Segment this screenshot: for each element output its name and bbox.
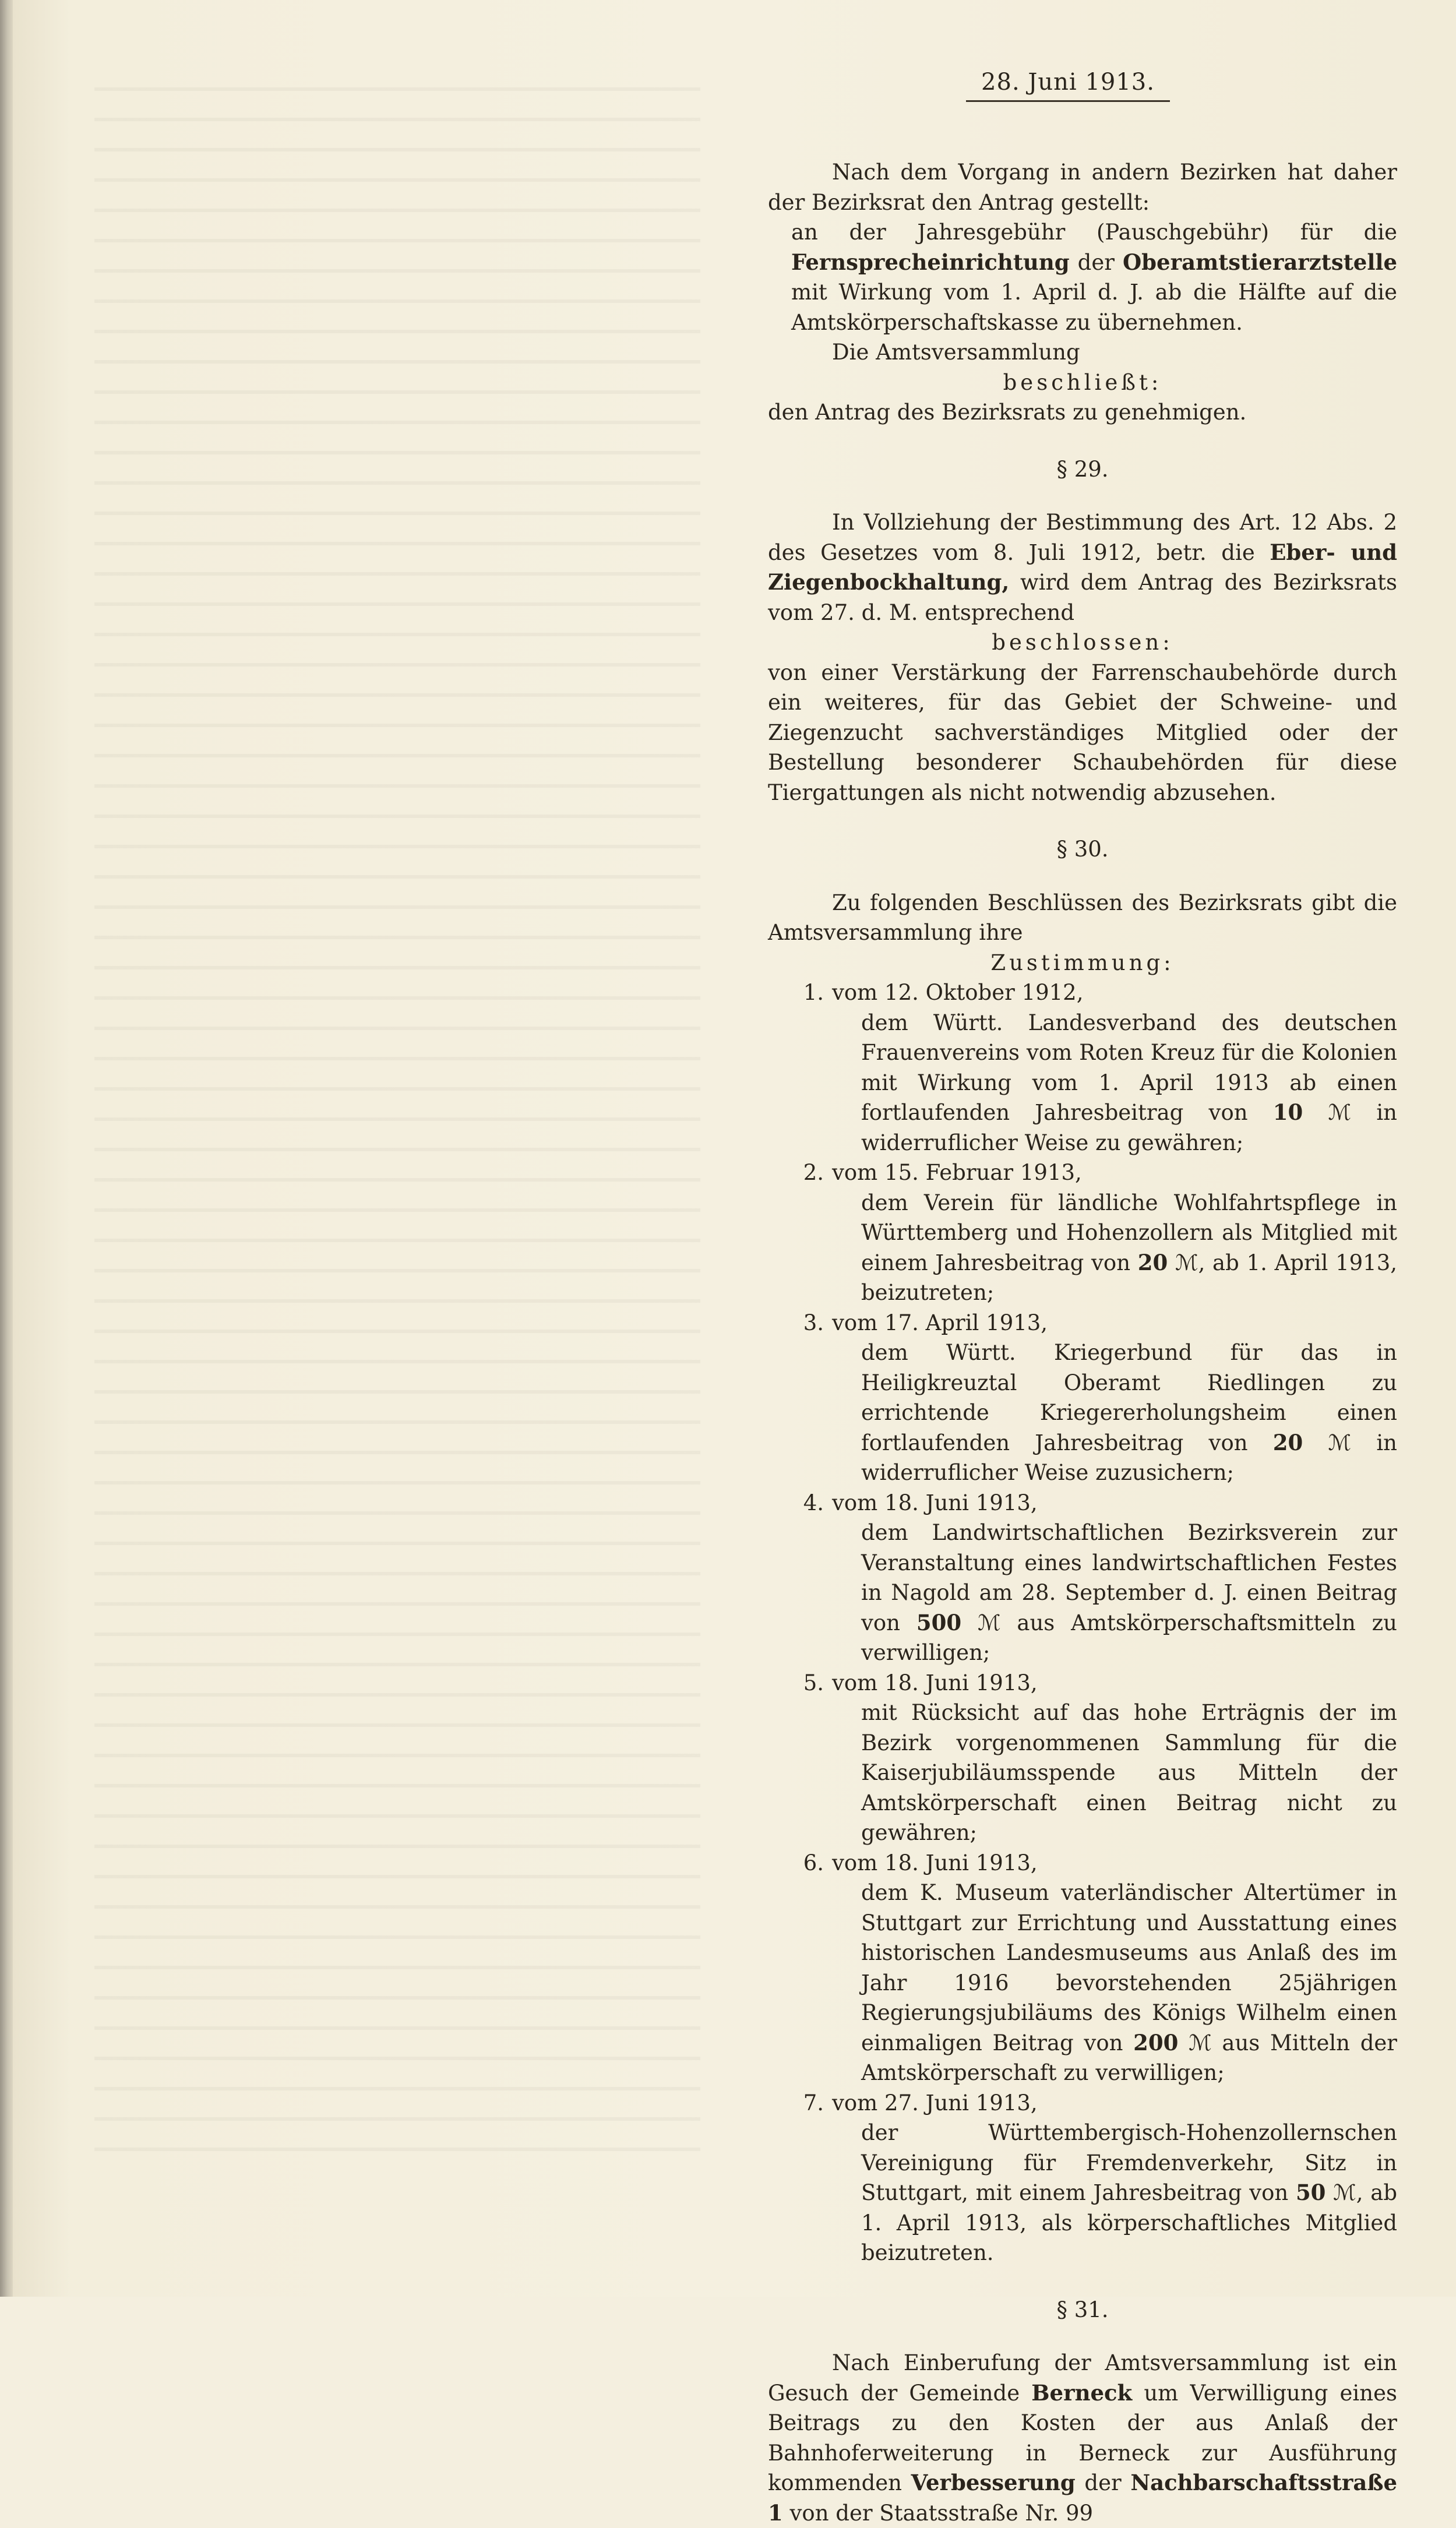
- list-item: [768, 1848, 1397, 2088]
- page-binding-shadow: [0, 0, 13, 2297]
- list-item: [768, 1668, 1397, 1848]
- item-amount: 500: [916, 1609, 962, 1635]
- s31-text-1: Nach Einberufung der Amtsversammlung ist ein Gesuch der Gemeinde: [768, 2350, 1397, 2406]
- s29-text-2: wird dem Antrag des Bezirksrats vom 27. d. M. entsprechend: [768, 570, 1397, 625]
- text-column: [768, 157, 1397, 2528]
- list-item: [768, 1308, 1397, 1488]
- list-item: [768, 1158, 1397, 1308]
- list-item-date: vom 17. April 1913,: [832, 1310, 1048, 1335]
- intro-paragraph: Nach dem Vorgang in andern Bezirken hat daher der Bezirksrat den Antrag gestellt:: [768, 160, 1397, 215]
- list-item-number: 1.: [803, 980, 824, 1005]
- bleed-through-text: [94, 70, 700, 2167]
- item-amount: 20: [1272, 1429, 1303, 1455]
- list-item: [768, 2088, 1397, 2268]
- s31-text-3: der: [1075, 2470, 1131, 2495]
- s31-bold-3: Nachbarschaftsstraße 1: [768, 2470, 1397, 2526]
- list-item-text: [832, 1338, 1397, 1488]
- resolution-text: den Antrag des Bezirksrats zu genehmigen.: [768, 400, 1247, 425]
- motion-bold-2: Oberamtstierarztstelle: [1122, 249, 1397, 275]
- intro-motion: [768, 217, 1397, 337]
- list-item-text: [832, 1518, 1397, 1668]
- item-text-end: ℳ, ab 1. April 1913, als körperschaftliches Mitglied beizutreten.: [861, 2180, 1398, 2265]
- list-item-number: 3.: [803, 1310, 824, 1335]
- section-30-heading: § 30.: [1056, 837, 1109, 862]
- section-30-consent: Zustimmung:: [990, 950, 1175, 975]
- list-item-text: [832, 1878, 1397, 2088]
- item-amount: 200: [1133, 2029, 1179, 2055]
- header-underline: [966, 100, 1170, 102]
- item-text-end: ℳ in widerruflicher Weise zu gewähren;: [861, 1100, 1397, 1155]
- item-text: mit Rücksicht auf das hohe Erträgnis der im Bezirk vorgenommenen Sammlung für die Kaiserjubiläumsspende aus Mitteln der Amtskörperschaft einen Beitrag nicht zu gewähren;: [861, 1700, 1397, 1845]
- motion-text-2: der: [1069, 249, 1123, 275]
- list-item-number: 5.: [803, 1670, 824, 1695]
- item-text: der Württembergisch-Hohenzollernschen Vereinigung für Fremdenverkehr, Sitz in Stuttgart, mit einem Jahresbeitrag von: [861, 2120, 1397, 2205]
- list-item-date: vom 12. Oktober 1912,: [832, 980, 1084, 1005]
- item-text: dem Württ. Kriegerbund für das in Heiligkreuztal Oberamt Riedlingen zu errichtende Kriegererholungsheim einen fortlaufenden Jahresbeitrag von: [861, 1340, 1397, 1455]
- list-item-text: [832, 1008, 1397, 1158]
- section-29-paragraph: [768, 507, 1397, 627]
- list-item-date: vom 18. Juni 1913,: [832, 1850, 1038, 1875]
- s29-bold: Eber- und Ziegenbockhaltung,: [768, 539, 1397, 595]
- item-text-end: ℳ aus Mitteln der Amtskörperschaft zu verwilligen;: [861, 2030, 1397, 2085]
- section-31-heading: § 31.: [1056, 2297, 1109, 2322]
- item-text: dem Landwirtschaftlichen Bezirksverein zur Veranstaltung eines landwirtschaftlichen Festes in Nagold am 28. September d. J. einen Beitrag von: [861, 1520, 1397, 1635]
- motion-bold-1: Fernsprecheinrichtung: [791, 249, 1070, 275]
- item-text-end: ℳ aus Amtskörperschaftsmitteln zu verwilligen;: [861, 1610, 1397, 1665]
- item-text: dem Verein für ländliche Wohlfahrtspflege in Württemberg und Hohenzollern als Mitglied mit einem Jahresbeitrag von: [861, 1190, 1397, 1275]
- list-item-number: 2.: [803, 1160, 824, 1185]
- list-item-number: 7.: [803, 2090, 824, 2116]
- assembly-line: Die Amtsversammlung: [832, 340, 1080, 365]
- page-header-date: 28. Juni 1913.: [981, 69, 1155, 96]
- item-amount: 50: [1295, 2180, 1326, 2205]
- list-item-text: [832, 2118, 1397, 2268]
- list-item-text: [832, 1698, 1397, 1848]
- resolves-line: beschließt:: [1003, 369, 1162, 395]
- section-30-paragraph: Zu folgenden Beschlüssen des Bezirksrats gibt die Amtsversammlung ihre: [768, 890, 1397, 945]
- motion-text-1: an der Jahresgebühr (Pauschgebühr) für die: [791, 220, 1397, 245]
- s31-text-2: um Verwilligung eines Beitrags zu den Kosten der aus Anlaß der Bahnhoferweiterung in Berneck zur Ausführung kommenden: [768, 2380, 1397, 2495]
- section-29-heading: § 29.: [1056, 456, 1109, 482]
- item-text: dem Württ. Landesverband des deutschen Frauenvereins vom Roten Kreuz für die Kolonien mit Wirkung vom 1. April 1913 ab einen fortlaufenden Jahresbeitrag von: [861, 1010, 1397, 1125]
- list-item-text: [832, 1188, 1397, 1308]
- motion-text-3: mit Wirkung vom 1. April d. J. ab die Hälfte auf die Amtskörperschaftskasse zu übernehmen.: [791, 280, 1397, 335]
- item-text: dem K. Museum vaterländischer Altertümer in Stuttgart zur Errichtung und Ausstattung eines historischen Landesmuseums aus Anlaß des im Jahr 1916 bevorstehenden 25jährigen Regierungsjubiläums des Königs Wilhelm einen einmaligen Beitrag von: [861, 1880, 1397, 2055]
- list-item-date: vom 18. Juni 1913,: [832, 1490, 1038, 1515]
- list-item: [768, 1488, 1397, 1668]
- item-text-end: ℳ in widerruflicher Weise zuzusichern;: [861, 1430, 1397, 1485]
- s31-bold-1: Berneck: [1031, 2379, 1133, 2406]
- list-item-date: vom 15. Februar 1913,: [832, 1160, 1082, 1185]
- list-item-date: vom 18. Juni 1913,: [832, 1670, 1038, 1695]
- list-item-number: 6.: [803, 1850, 824, 1875]
- s29-text-1: In Vollziehung der Bestimmung des Art. 12 Abs. 2 des Gesetzes vom 8. Juli 1912, betr. die: [768, 510, 1397, 565]
- item-amount: 10: [1272, 1099, 1303, 1125]
- section-29-resolution: von einer Verstärkung der Farrenschaubehörde durch ein weiteres, für das Gebiet der Schweine- und Ziegenzucht sachverständiges Mitglied oder der Bestellung besonderer Schaubehörden für diese Tiergattungen als nicht notwendig abzusehen.: [768, 660, 1397, 805]
- list-item-date: vom 27. Juni 1913,: [832, 2090, 1038, 2116]
- item-amount: 20: [1137, 1249, 1168, 1275]
- section-31-paragraph: [768, 2348, 1397, 2528]
- s31-text-4: von der Staatsstraße Nr. 99: [782, 2500, 1094, 2526]
- section-29-resolved: beschlossen:: [992, 630, 1173, 655]
- item-text-end: ℳ, ab 1. April 1913, beizutreten;: [861, 1250, 1397, 1305]
- list-item-number: 4.: [803, 1490, 824, 1515]
- list-item: [768, 978, 1397, 1158]
- s31-bold-2: Verbesserung: [911, 2470, 1076, 2495]
